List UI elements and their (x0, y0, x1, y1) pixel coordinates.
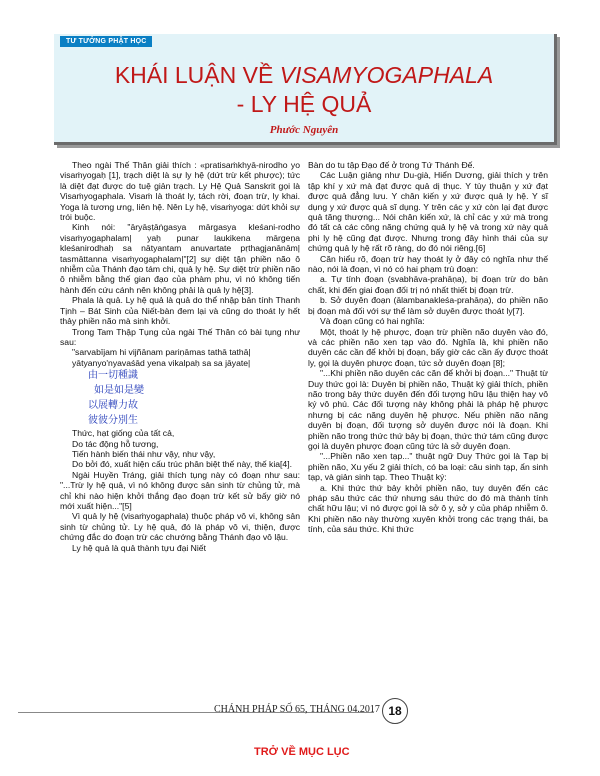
title-part-b: VISAMYOGAPHALA (279, 62, 494, 88)
paragraph: Một, thoát ly hệ phược, đoạn trừ phiền não duyên vào đó, và các phiền não xen tạp vào đó. Nghĩa là, khi phiền não duyên các cần để khởi bị đoạn, bấy giờ các cần ấy được thoát ly, gọi là duyên phược đoạn, tức sở duyên đoạn [8]; (308, 326, 548, 368)
issue-info: CHÁNH PHÁP SỐ 65, THÁNG 04.2017 (214, 704, 380, 715)
paragraph: Trong Tam Thập Tụng của ngài Thế Thân có bài tụng như sau: (60, 326, 300, 347)
article-title-line1 (54, 62, 554, 89)
sanskrit-verse: "sarvabījam hi vijñānam pariṇāmas tathā tathā| (72, 347, 251, 358)
paragraph: Phala là quả. Ly hệ quả là quả do thể nhập bản tính Thanh Tịnh – Bát Sinh của Niết-bàn đem lại và cũng do thoát ly hết thảy phiền não mà sinh khởi. (60, 295, 300, 327)
chinese-verse-line: 彼彼分別生 (88, 415, 138, 427)
chinese-verse-line: 以展轉力故 (88, 400, 138, 412)
left-column (60, 160, 300, 553)
paragraph: Theo ngài Thế Thân giải thích : «pratisaṁkhyā-nirodho yo visaṁyogaḥ [1], trạch diệt là sự ly hệ (dứt trừ kết phược); tức là diệt đạt được do tuệ giản trạch. Ly Hệ Quả Sanskrit gọi là Visaṁyogaphala. Visaṁ là thoát ly, tách rời, đoạn trừ, ly khai. Yoga là tương ưng, liên hệ. Nên Ly hệ, visaṁyoga: dứt khỏi sự trói buộc. (60, 160, 300, 223)
section-tag: TƯ TƯỞNG PHẬT HỌC (60, 36, 152, 47)
verse-line: Tiến hành biến thái như vậy, như vậy, (72, 448, 216, 459)
verse-line: Thức, hạt giống của tất cả, (72, 428, 175, 439)
paragraph: Vì quả ly hệ (visaṁyogaphala) thuộc pháp vô vi, không sản sinh từ chủng tử. Ly hệ quả, đó là pháp vô vi, thiện, được chứng đắc do đoạn trừ các chướng bằng Thánh đạo vô lậu. (60, 511, 300, 543)
paragraph: Các Luận giảng như Du-già, Hiển Dương, giải thích y trên tập khí y xứ mà đạt được quả dị thục. Y tùy thuận y xứ đạt được quả đẳng lưu. Y chân kiến y xứ được quả ly hệ. Y sĩ dụng y xứ được quả sĩ dụng. Y trên các y xứ còn lại đạt được quả tăng thượng... Nói chân kiến xứ, là chỉ các y xứ mà trong đó tất cả các công năng chứng quả ly hệ và trong xứ này quả phi ly hệ cũng đạt được. Nhưng trong đây hình thái của sự chứng quả ly hệ rất rõ ràng, do đó nói riêng.[6] (308, 170, 548, 254)
chinese-verse-line: 如是如是變 (94, 385, 144, 397)
paragraph: a. Khi thức thứ bảy khởi phiền não, tuy duyên đến các pháp sâu thức các thứ nhưng sáu thức do đó mà thành tính chất hữu lậu; vì nó được gọi là sở ô y, sở y của pháp nhiễm ô. Khi phiền não này thường xuyên khởi trong các trạng thái, ba tính, của sáu thức. Khi thức (308, 482, 548, 535)
right-column (308, 160, 548, 535)
paragraph: Ngài Huyền Tráng, giải thích tụng này có đoạn như sau: "...Trừ ly hệ quả, vì nó không được sản sinh từ chủng tử, mà chỉ khi nào hiện khởi thắng đạo đoạn trừ kết sử bấy giờ nó mới xuất hiện..."[5] (60, 469, 300, 511)
paragraph: Và đoạn cũng có hai nghĩa: (320, 316, 425, 327)
sanskrit-verse: yātyanyo'nyavaśād yena vikalpaḥ sa sa jāyate| (72, 357, 251, 368)
paragraph: Kinh nói: "āryāṣṭāṅgasya mārgasya kleśani-rodho visaṁyogaphalam| yaḥ punar laukikena mārgeṇa kleśanirodhaḥ sa nātyantam anuvartate pṛthagjanānām| tasmāttanna visaṁyogaphalam|"[2] sự diệt tận phiền não ô nhiễm của Thánh đạo tám chi, quả ly hệ. Sự diệt trừ phiền não ô nhiễm bằng thế gian đạo của phàm phu, vì nó không tiến hành đến cứu cánh nên không phải là quả ly hệ[3]. (60, 222, 300, 295)
back-to-contents-link[interactable]: TRỞ VỀ MỤC LỤC (254, 746, 350, 758)
paragraph: "...Phiền não xen tạp..." thuật ngữ Duy Thức gọi là Tạp bị phiền não, Xu yếu 2 giải thích, có ba loại: câu sinh tạp, ẩn sinh tạp, và giản sinh tạp. Theo Thuật ký: (308, 451, 548, 483)
chinese-verse-line: 由一切種識 (88, 370, 138, 382)
page-number: 18 (382, 698, 408, 724)
verse-line: Do bởi đó, xuất hiện cấu trúc phân biệt thế này, thế kia[4]. (72, 459, 292, 470)
paragraph: a. Tự tính đoạn (svabhāva-prahāṇa), bị đoạn trừ do bản chất, khi đến giai đoạn đối trị nó nhất thiết bị đoạn trừ. (308, 274, 548, 295)
paragraph: Ly hệ quả là quả thành tựu đại Niết (72, 542, 206, 553)
paragraph: Căn hiểu rõ, đoạn trừ hay thoát ly ở đây có nghĩa như thế nào, nói là đoạn, vì nó có hai phạm trù đoạn: (308, 253, 548, 275)
article-title-line2: - LY HỆ QUẢ (236, 91, 372, 117)
title-part-a: KHÁI LUẬN VỀ (114, 62, 280, 88)
verse-line: Do tác động hỗ tương, (72, 438, 159, 449)
paragraph: Bàn do tu tập Đạo đế ở trong Tứ Thánh Đế. (308, 160, 475, 170)
paragraph: b. Sở duyên đoạn (ālambanakleśa-prahāṇa), do phiền não bị đoạn mà đối với sự thể làm sở duyên được thoát ly[7]. (308, 295, 548, 316)
paragraph: "...Khi phiền não duyên các căn để khởi bị đoạn..." Thuật từ Duy thức gọi là: Duyên bị phiền não, Thuật ký giải thích, phiền não trong bảy thức duyên đến đối tượng hữu lậu thiện hay vô ký vô phú. Các đối tượng này không phải là pháp hệ phược nhưng bị các năng duyên hệ phược. Nếu phiền não năng duyên bị đoạn, đối tượng sở duyên được nói là đoạn. Khi phiền não trong thức thứ bảy bị đoạn, thức thứ tám cũng được gọi là duyên phược đoạn cũng tức là sở duyên đoạn. (308, 368, 548, 451)
author-name: Phước Nguyên (269, 124, 339, 136)
